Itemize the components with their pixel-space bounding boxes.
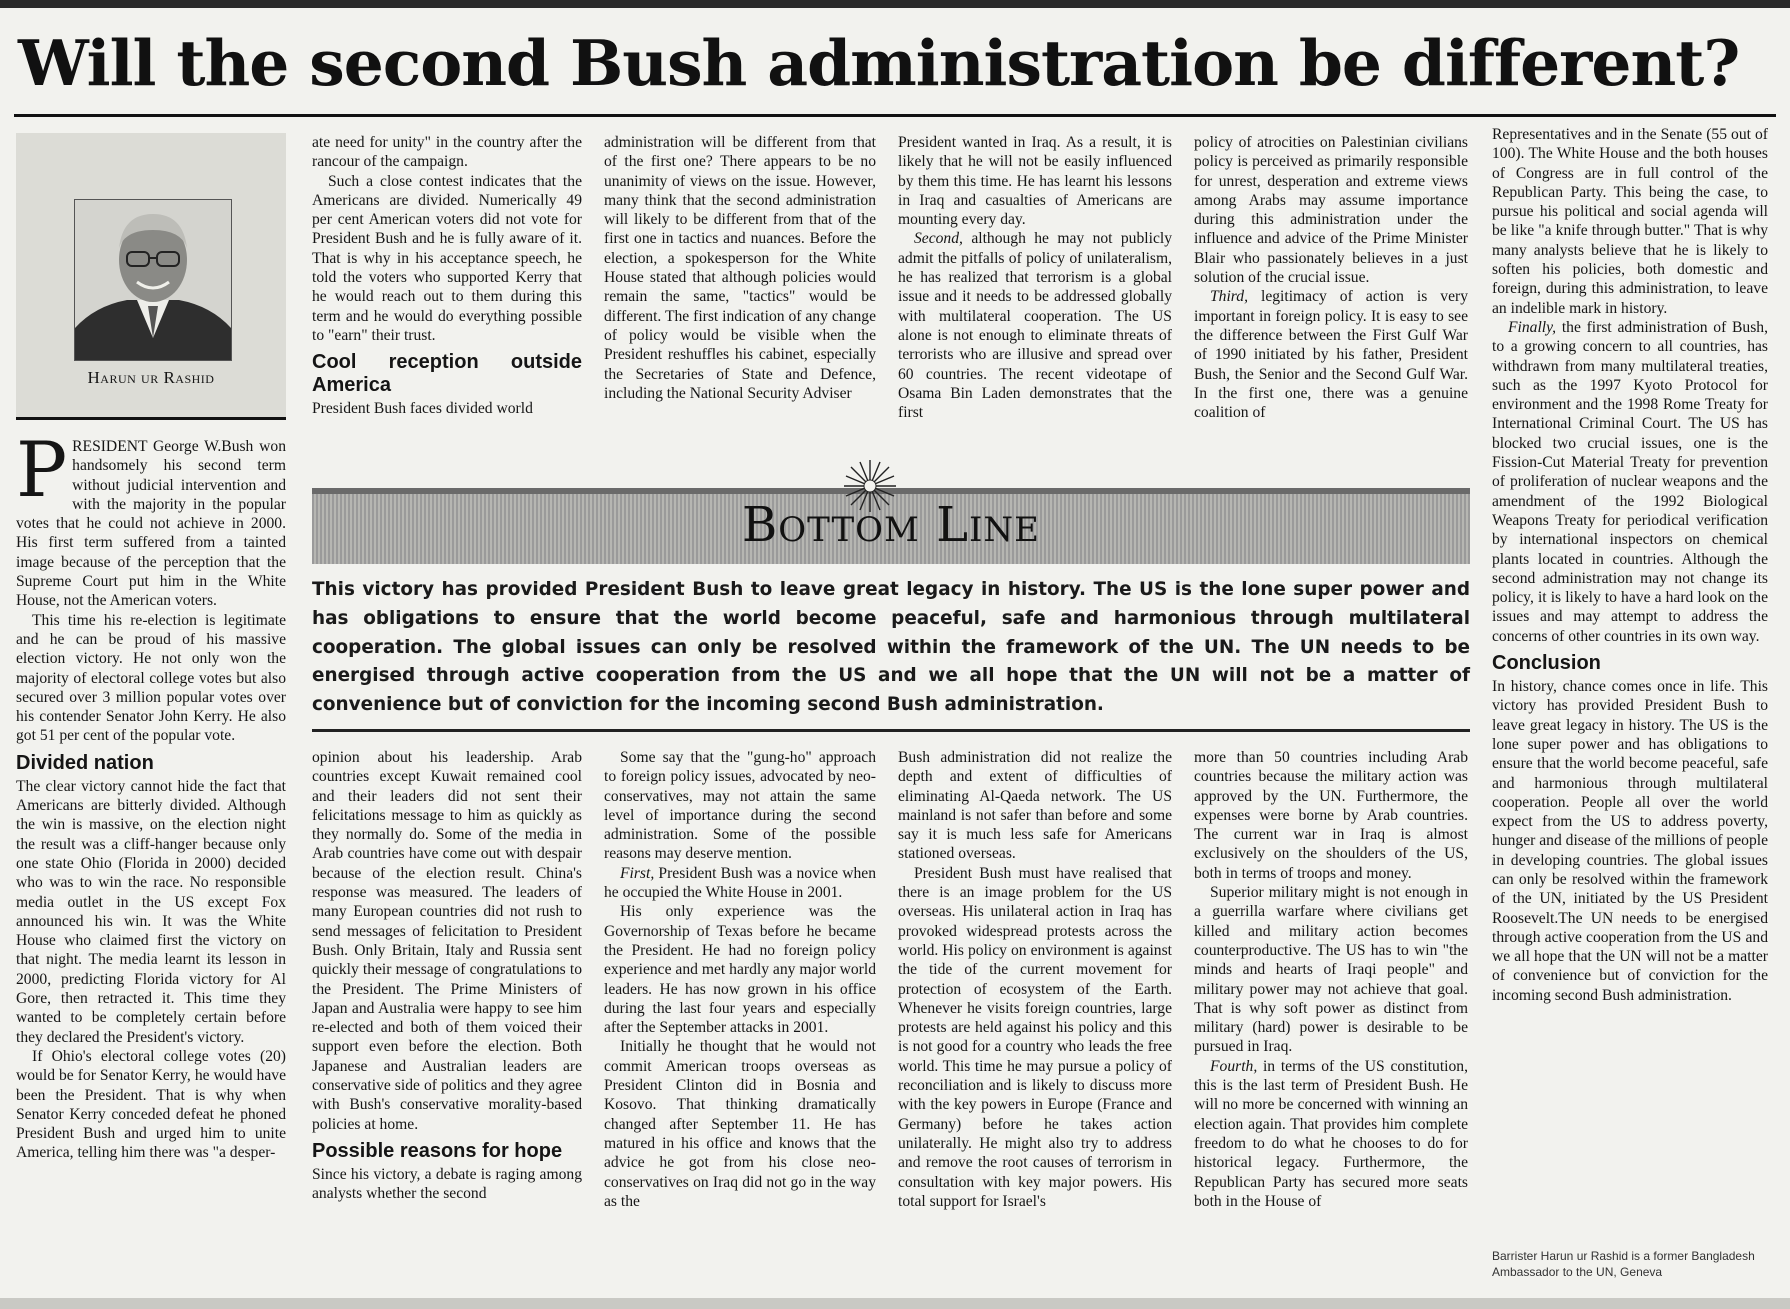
paragraph: Since his victory, a debate is raging among analysts whether the second: [312, 1165, 582, 1203]
paragraph: President wanted in Iraq. As a result, it is likely that he will not be easily influenced by them this time. He has learnt his lessons in Iraq and casualties of Americans are mounting every day.: [898, 134, 1172, 229]
paragraph: His only experience was the Governorship of Texas before he became the President. He had no foreign policy experience and met hardly any major world leaders. He has now grown in his office during the last four years and especially after the September attacks in 2001.: [604, 903, 876, 1037]
column-1: [16, 437, 286, 1295]
paragraph: Fourth, in terms of the US constitution, this is the last term of President Bush. He will no more be concerned with winning an election again. That provides him complete freedom to do what he chooses to do for historical legacy. Furthermore, the Republican Party has secured more seats both in the House of: [1194, 1057, 1468, 1210]
column-6: [1492, 125, 1768, 1245]
paragraph: Bush administration did not realize the depth and extent of difficulties of eliminating Al-Qaeda network. The US mainland is not safer than before and some say it is much less safe for Americans stationed overseas.: [898, 749, 1172, 863]
subhead-conclusion: Conclusion: [1492, 652, 1601, 675]
column-2-lower: [312, 748, 582, 1296]
paragraph: Finally, the first administration of Bush, to a growing concern to all countries, has withdrawn from many multilateral treaties, such as the 1997 Kyoto Protocol for environment and the 1998 Rome Treaty for International Criminal Court. The US has blocked two crucial issues, one is the Fission-Cut Material Treaty for prevention of proliferation of nuclear weapons and the amendment of the 1992 Biological Weapons Treaty for periodical verification by international inspectors on chemical plants located in countries. Although the second administration may not change its policy, it is likely to have a hard look on the issues and may attempt to address the concerns of other countries in its own way.: [1492, 318, 1768, 645]
paragraph: First, President Bush was a novice when he occupied the White House in 2001.: [604, 864, 876, 902]
subhead-reasons-for-hope: Possible reasons for hope: [312, 1139, 563, 1162]
paragraph: The clear victory cannot hide the fact that Americans are bitterly divided. Although the win is massive, on the election night the result was a cliff-hanger because only one state Ohio (Florida in 2000) decided who was to win the race. No responsible media outlet in the US except Fox announced his win. It was the White House who claimed first the victory on that night. The media learnt its lesson in 2000, predicting Florida victory for Al Gore, then retracted it. This time they wanted to be completely certain before they declared the President's victory.: [16, 777, 286, 1046]
bottom-line-title: Bottom Line: [742, 497, 1040, 553]
column-3-upper: [604, 133, 876, 473]
paragraph: Second, although he may not publicly admit the pitfalls of policy of unilateralism, he has realized that terrorism is a global issue and it needs to be addressed globally with multilateral cooperation. The US alone is not enough to eliminate threats of terrorists who are illusive and spread over 60 countries. The recent videotape of Osama Bin Laden demonstrates that the first: [898, 230, 1172, 422]
bottom-line-text: This victory has provided President Bush to leave great legacy in history. The US is the lone super power and has obligations to ensure that the world become peaceful, safe and harmonious through multilateral cooperation. The global issues can only be resolved within the framework of the UN. The UN needs to be energised through active cooperation from the US and we all hope that the UN will not be a matter of convenience but of conviction for the incoming second Bush administration.: [312, 579, 1470, 716]
intro-paragraph: PRESIDENT George W.Bush won handsomely his second term without judicial intervention and with the majority in the popular votes that he could not achieve in 2000. His first term suffered from a tainted image because of the perception that the Supreme Court put him in the White House, not the American voters.: [16, 437, 286, 610]
paragraph: opinion about his leadership. Arab countries except Kuwait remained cool and their leaders did not sent their felicitations message to him as quickly as they normally do. Some of the media in Arab countries have come out with despair because of the election result. China's response was measured. The leaders of many European countries did not rush to send messages of felicitation to President Bush. Only Britain, Italy and Russia sent quickly their message of congratulations to the President. The Prime Ministers of Japan and Australia were happy to see him re-elected and both of them voiced their support even before the election. Both Japanese and Australian leaders are conservative side of politics and they agree with Bush's conservative morality-based policies at home.: [312, 749, 582, 1133]
column-3-lower: [604, 748, 876, 1296]
paragraph: Initially he thought that he would not commit American troops overseas as President Clinton did in Bosnia and Kosovo. That thinking dramatically changed after September 11. He has matured in his office and knows that the advice he got from his close neo-conservatives on Iraq did not go in the way as the: [604, 1038, 876, 1210]
paragraph: Superior military might is not enough in a guerrilla warfare where civilians get killed and military action becomes counterproductive. The US has to win "the minds and hearts of Iraqi people" and military power may not achieve that goal. That is why soft power as distinct from military (hard) power is desirable to be pursued in Iraq.: [1194, 884, 1468, 1056]
author-portrait-icon: [74, 199, 232, 361]
column-5-upper: [1194, 133, 1468, 473]
paragraph: Representatives and in the Senate (55 out of 100). The White House and the both houses of Congress are in full control of the Republican Party. This being the case, to pursue his political and social agenda will be like "a knife through butter." That is why many analysts believe that he is likely to soften his policies, both domestic and foreign, during this administration, to leave an indelible mark in history.: [1492, 126, 1768, 317]
top-rule: [0, 0, 1790, 8]
subhead-divided-nation: Divided nation: [16, 751, 154, 774]
bottom-rule: [0, 1298, 1790, 1309]
author-byline: Harun ur Rashid: [87, 368, 215, 387]
paragraph: This time his re-election is legitimate and he can be proud of his massive election victory. He not only won the majority of electoral college votes but also secured over 3 million popular votes over his contender Senator John Kerry. He also got 51 per cent of the popular vote.: [16, 611, 286, 745]
column-4-lower: [898, 748, 1172, 1296]
paragraph: policy of atrocities on Palestinian civilians policy is perceived as primarily responsible for unrest, desperation and extreme views among Arabs may assume importance during this administration under the influence and advice of the Prime Minister Blair who passionately believes in a just solution of the crucial issue.: [1194, 134, 1468, 287]
paragraph: Third, legitimacy of action is very important in foreign policy. It is easy to see the difference between the First Gulf War of 1990 initiated by his father, President Bush, the Senior and the Second Gulf War. In the first one, there was a genuine coalition of: [1194, 288, 1468, 422]
paragraph: administration will be different from that of the first one? There appears to be no unanimity of views on the issue. However, many think that the second administration will likely to be different from that of the first one in tactics and nuances. Before the election, a spokesperson for the White House stated that although policies would remain the same, "tactics" would be different. The first indication of any change of policy would be visible when the President reshuffles his cabinet, especially the Secretaries of State and Defence, including the National Security Adviser: [604, 134, 876, 402]
paragraph: In history, chance comes once in life. This victory has provided President Bush to leave great legacy in history. The US is the lone super power and has obligations to ensure that the world become peaceful, safe and harmonious through multilateral cooperation. People all over the world expect from the US to address poverty, hunger and disease of the millions of people in developing countries. The global issues can only be resolved within the framework of the UN, initiated by the US President Roosevelt.The UN needs to be energised through active cooperation from the US and we all hope that the UN will not be a matter of convenience but of conviction for the incoming second Bush administration.: [1492, 678, 1768, 1004]
paragraph: Some say that the "gung-ho" approach to foreign policy issues, advocated by neo-conservatives, may not attain the same level of importance during the second administration. Some of the possible reasons may deserve mention.: [604, 749, 876, 863]
drop-cap: P: [16, 437, 68, 514]
column-4-upper: [898, 133, 1172, 473]
paragraph: ate need for unity" in the country after the rancour of the campaign.: [312, 134, 582, 171]
author-credit: Barrister Harun ur Rashid is a former Bangladesh Ambassador to the UN, Geneva: [1492, 1249, 1755, 1279]
column-2-upper: [312, 133, 582, 473]
subhead-cool-reception: Cool reception outside America: [312, 351, 582, 397]
paragraph: more than 50 countries including Arab countries because the military action was approved by the UN. Furthermore, the expenses were borne by Arab countries. The current war in Iraq is almost exclusively on the shoulders of the US, both in terms of troops and money.: [1194, 749, 1468, 882]
paragraph: President Bush must have realised that there is an image problem for the US overseas. His unilateral action in Iraq has provoked widespread protests across the world. His policy on environment is against the tide of the current movement for protection of ecosystem of the Earth. Whenever he visits foreign countries, large protests are held against his policy and this is not good for a country who leads the free world. This time he may pursue a policy of reconciliation and is likely to discuss more with the key powers in Europe (France and Germany) before he takes action unilaterally. He might also try to address and remove the root causes of terrorism in consultation with key major powers. His total support for Israel's: [898, 864, 1172, 1210]
column-5-lower: [1194, 748, 1468, 1296]
paragraph: Such a close contest indicates that the Americans are divided. Numerically 49 per cent American voters did not vote for President Bush and he is fully aware of it. That is why in his acceptance speech, he told the voters who supported Kerry that he would reach out to them during this term and he would do everything possible to "earn" their trust.: [312, 172, 582, 344]
author-photo-box: [16, 133, 286, 420]
subhead-deck: President Bush faces divided world: [312, 400, 533, 418]
headline-rule: [14, 114, 1776, 117]
headline: Will the second Bush administration be different?: [18, 26, 1740, 100]
bottom-line-rule: [312, 729, 1470, 732]
paragraph: If Ohio's electoral college votes (20) would be for Senator Kerry, he would have been the President. That is why when Senator Kerry conceded defeat he phoned President Bush and urged him to unite America, telling him there was "a desper-: [16, 1047, 286, 1162]
